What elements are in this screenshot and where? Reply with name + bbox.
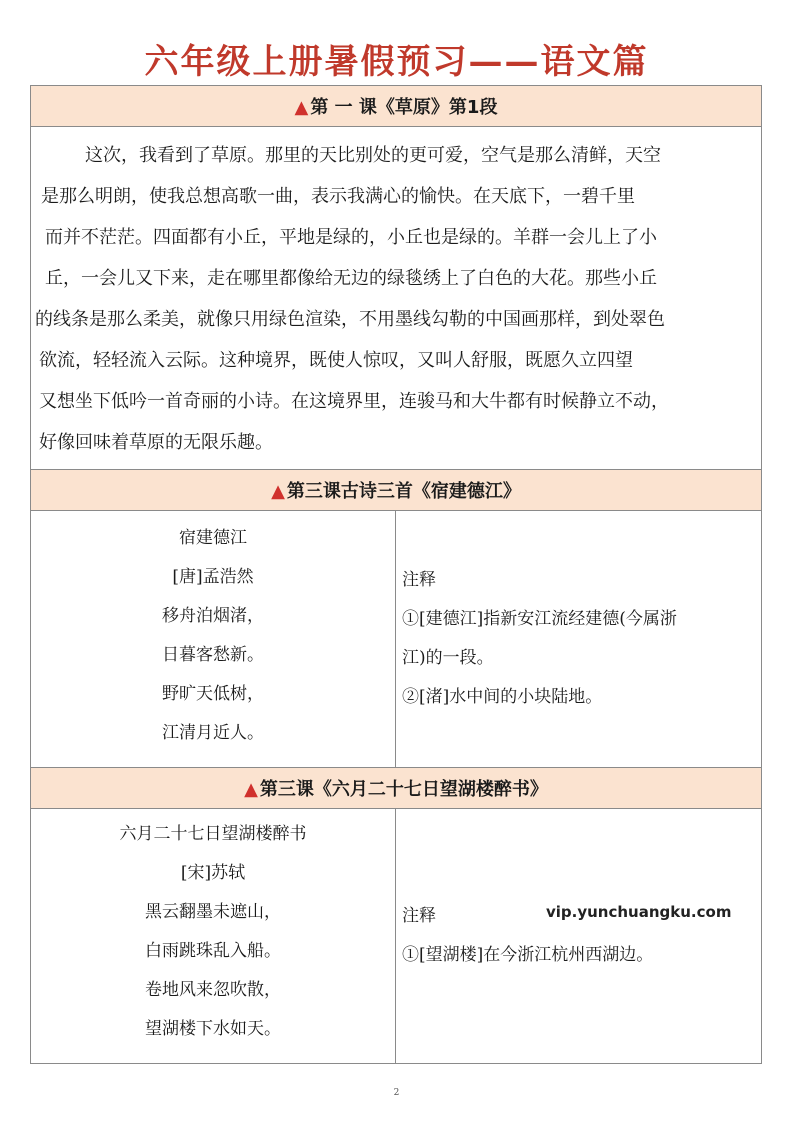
triangle-icon: ▲ <box>294 97 309 118</box>
section-header-caoyuan <box>31 86 762 127</box>
note-item: ②[渚]水中间的小块陆地。 <box>402 687 603 707</box>
passage-line: 又想坐下低吟一首奇丽的小诗。在这境界里，连骏马和大牛都有时候静立不动， <box>39 391 669 412</box>
poem-title: 宿建德江 <box>179 528 247 548</box>
notes-heading: 注释 <box>402 906 436 926</box>
poem-line: 卷地风来忽吹散， <box>145 980 281 1000</box>
notes-cell <box>396 511 762 768</box>
section-title: 第三课《六月二十七日望湖楼醉书》 <box>259 779 548 800</box>
passage-line: 而并不茫茫。四面都有小丘，平地是绿的，小丘也是绿的。羊群一会儿上了小 <box>45 227 657 248</box>
passage-line: 是那么明朗，使我总想高歌一曲，表示我满心的愉快。在天底下，一碧千里 <box>41 186 635 207</box>
page-number: 2 <box>393 1088 400 1098</box>
poem-author: [宋]苏轼 <box>180 863 246 883</box>
poem-cell <box>31 511 396 768</box>
poem-cell <box>31 809 396 1064</box>
poem-line: 白雨跳珠乱入船。 <box>145 941 281 961</box>
section-header-sujiandejiang <box>31 470 762 511</box>
passage-line: 这次，我看到了草原。那里的天比别处的更可爱，空气是那么清鲜，天空 <box>85 145 661 166</box>
section-header-wanghulou <box>31 768 762 809</box>
note-item: ①[建德江]指新安江流经建德(今属浙 <box>402 609 677 629</box>
passage-line: 好像回味着草原的无限乐趣。 <box>39 432 273 453</box>
passage-line: 的线条是那么柔美，就像只用绿色渲染，不用墨线勾勒的中国画那样，到处翠色 <box>35 309 665 330</box>
note-item: 江)的一段。 <box>402 648 494 668</box>
page-title: 六年级上册暑假预习——语文篇 <box>144 42 649 82</box>
notes-cell <box>396 809 762 1064</box>
note-item: ①[望湖楼]在今浙江杭州西湖边。 <box>402 945 654 965</box>
section-title: 第 一 课《草原》第1段 <box>310 97 498 118</box>
prose-passage <box>31 127 762 470</box>
poem-line: 黑云翻墨未遮山， <box>145 902 281 922</box>
triangle-icon: ▲ <box>244 779 258 800</box>
poem-author: [唐]孟浩然 <box>172 567 254 587</box>
poem-line: 日暮客愁新。 <box>162 645 264 665</box>
section-title: 第三课古诗三首《宿建德江》 <box>286 481 521 502</box>
triangle-icon: ▲ <box>271 481 285 502</box>
watermark-url: vip.yunchuangku.com <box>546 903 732 921</box>
passage-line: 欲流，轻轻流入云际。这种境界，既使人惊叹，又叫人舒服，既愿久立四望 <box>39 350 633 371</box>
poem-line: 移舟泊烟渚， <box>162 606 264 626</box>
poem-line: 江清月近人。 <box>162 723 264 743</box>
poem-line: 野旷天低树， <box>162 684 264 704</box>
poem-line: 望湖楼下水如天。 <box>145 1019 281 1039</box>
passage-line: 丘，一会儿又下来，走在哪里都像给无边的绿毯绣上了白色的大花。那些小丘 <box>45 268 657 289</box>
poem-title: 六月二十七日望湖楼醉书 <box>119 824 307 844</box>
notes-heading: 注释 <box>402 570 436 590</box>
